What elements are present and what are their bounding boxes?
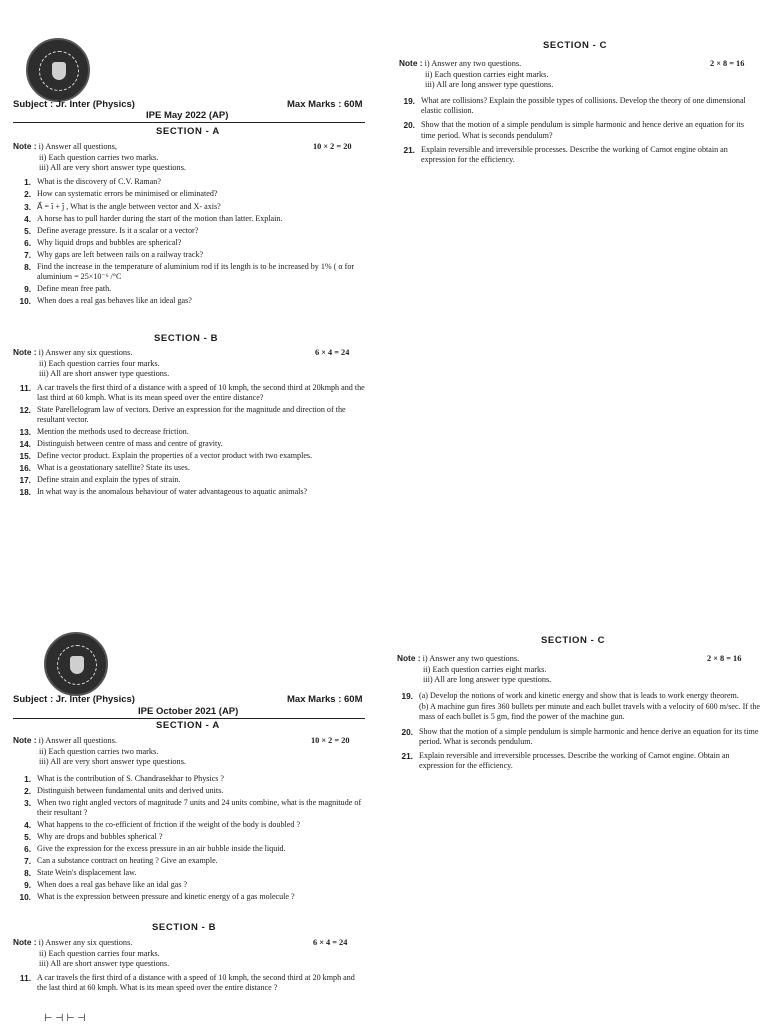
question-number: 19. <box>401 691 413 701</box>
section-b-questions <box>13 973 365 995</box>
college-seal-logo <box>44 632 108 696</box>
question-item <box>13 238 365 248</box>
note-line: ii) Each question carries eight marks. <box>423 664 547 674</box>
note-line: ii) Each question carries two marks. <box>39 746 159 756</box>
question-item <box>13 475 365 485</box>
question-number: 20. <box>401 726 413 737</box>
question-number: 19. <box>403 96 415 106</box>
question-item <box>13 250 365 260</box>
question-item <box>13 214 365 224</box>
section-a-heading: SECTION - A <box>156 126 220 137</box>
question-text: When two right angled vectors of magnitude 7 units and 24 units combine, what is the magnitude of their resultant ? <box>37 798 362 818</box>
question-text: State Wein's displacement law. <box>37 868 137 878</box>
question-number: 9. <box>24 880 31 891</box>
section-c-questions <box>395 691 760 773</box>
question-number: 4. <box>24 214 31 225</box>
question-number: 11. <box>19 973 31 983</box>
max-marks-label: Max Marks : 60M <box>287 694 363 705</box>
section-c-questions <box>397 96 760 167</box>
section-a-note <box>13 141 186 174</box>
max-marks-label: Max Marks : 60M <box>287 99 363 110</box>
question-item <box>13 189 365 199</box>
question-item <box>13 451 365 461</box>
question-text: In what way is the anomalous behaviour of water advantageous to aquatic animals? <box>37 487 308 497</box>
handwritten-mark: ⊢ ⊣ ⊢ ⊣ <box>44 1013 86 1024</box>
question-text: What is the discovery of C.V. Raman? <box>37 177 161 186</box>
note-line: iii) All are short answer type questions. <box>39 959 170 969</box>
question-text: A car travels the first third of a distance with a speed of 10 kmph, the second third at 20kmph and the last third at 60 kmph. What is its mean speed over the entire distance? <box>37 383 365 403</box>
section-c-heading: SECTION - C <box>541 635 606 646</box>
question-text: When does a real gas behave like an idal gas ? <box>37 880 188 890</box>
question-item <box>13 427 365 437</box>
question-item <box>13 844 365 854</box>
question-text: What is the contribution of S. Chandrasekhar to Physics ? <box>37 774 225 783</box>
question-text: Distinguish between fundamental units and derived units. <box>37 786 224 795</box>
question-item <box>395 727 760 747</box>
question-number: 17. <box>19 475 31 486</box>
question-number: 12. <box>19 405 31 416</box>
question-text: Distinguish between centre of mass and centre of gravity. <box>37 439 223 449</box>
question-item <box>13 439 365 449</box>
question-number: 6. <box>24 844 31 855</box>
question-item <box>395 691 760 723</box>
question-text: State Parellelogram law of vectors. Derive an expression for the magnitude and direction of the resultant vector. <box>37 405 346 425</box>
question-item <box>13 226 365 236</box>
question-item <box>13 296 365 306</box>
question-text: Define strain and explain the types of strain. <box>37 475 181 485</box>
section-c-marks: 2 × 8 = 16 <box>710 59 745 68</box>
note-label: Note : <box>397 653 421 663</box>
question-text: Mention the methods used to decrease friction. <box>37 427 189 437</box>
question-item <box>395 751 760 771</box>
question-text: What is a geostationary satellite? State its uses. <box>37 463 190 473</box>
section-a-questions <box>13 774 365 904</box>
question-text: Give the expression for the excess pressure in an air bubble inside the liquid. <box>37 844 286 854</box>
question-text: Define mean free path. <box>37 284 112 294</box>
question-item <box>397 145 760 165</box>
question-text: Define average pressure. Is it a scalar or a vector? <box>37 226 199 236</box>
note-label: Note : <box>13 735 37 745</box>
question-number: 8. <box>24 868 31 879</box>
note-line: iii) All are very short answer type questions. <box>39 757 187 767</box>
section-b-questions <box>13 383 365 499</box>
section-a-marks: 10 × 2 = 20 <box>311 736 350 745</box>
header-rule <box>13 122 365 123</box>
question-number: 3. <box>24 798 31 808</box>
question-item <box>13 262 365 282</box>
question-number: 1. <box>24 177 31 187</box>
question-number: 13. <box>19 427 31 438</box>
question-text: Explain reversible and irreversible processes. Describe the working of Carnot engine obtain an expression for the efficiency. <box>421 144 728 165</box>
college-seal-logo <box>26 38 90 102</box>
question-number: 6. <box>24 238 31 249</box>
question-item <box>13 202 365 212</box>
question-number: 21. <box>403 144 415 155</box>
note-line: iii) All are long answer type questions. <box>423 675 552 685</box>
question-item <box>13 284 365 294</box>
section-b-heading: SECTION - B <box>152 922 217 933</box>
note-line: i) Answer any two questions. <box>424 59 522 68</box>
question-text: How can systematic errors be minimised or eliminated? <box>37 189 218 198</box>
section-c-marks: 2 × 8 = 16 <box>707 654 742 663</box>
question-item <box>397 120 760 140</box>
question-number: 7. <box>24 250 31 261</box>
question-text: Why liquid drops and bubbles are spherical? <box>37 238 182 248</box>
section-b-marks: 6 × 4 = 24 <box>315 348 350 357</box>
section-a-marks: 10 × 2 = 20 <box>313 142 352 151</box>
section-a-note <box>13 735 186 768</box>
section-c-note <box>397 653 551 686</box>
question-number: 5. <box>24 832 31 843</box>
question-text: Define vector product. Explain the properties of a vector product with two examples. <box>37 451 313 461</box>
question-item <box>13 868 365 878</box>
question-number: 8. <box>24 262 31 273</box>
question-item <box>13 832 365 842</box>
exam-title: IPE October 2021 (AP) <box>138 706 239 717</box>
question-text: Show that the motion of a simple pendulum is simple harmonic and hence derive an equation for its time period. What is seconds pendulum? <box>421 120 745 140</box>
question-item <box>13 487 365 497</box>
question-item <box>13 892 365 902</box>
question-item <box>13 973 365 993</box>
question-item <box>13 177 365 187</box>
question-text: What are collisions? Explain the possible types of collisions. Develop the theory of one dimensional elastic collision. <box>421 96 746 116</box>
question-number: 11. <box>19 383 31 393</box>
section-b-note <box>13 347 169 380</box>
note-line: ii) Each question carries eight marks. <box>425 69 549 79</box>
question-number: 3. <box>24 202 31 213</box>
section-c-heading: SECTION - C <box>543 40 608 51</box>
note-line: ii) Each question carries four marks. <box>39 948 160 958</box>
exam-title: IPE May 2022 (AP) <box>146 110 229 121</box>
question-text: Why are drops and bubbles spherical ? <box>37 832 163 842</box>
header-rule <box>13 718 365 719</box>
note-line: i) Answer any six questions. <box>38 348 133 357</box>
question-text: What is the expression between pressure and kinetic energy of a gas molecule ? <box>37 892 295 902</box>
subject-label: Subject : Jr. Inter (Physics) <box>13 694 135 705</box>
question-number: 15. <box>19 451 31 462</box>
note-line: iii) All are very short answer type questions. <box>39 163 187 173</box>
question-subpart: (b) A machine gun fires 360 bullets per minute and each bullet travels with a velocity of 600 m/sec. If the mass of each bullet is 5 gm, find the power of the machine gun. <box>419 702 760 722</box>
question-number: 2. <box>24 786 31 796</box>
question-item <box>13 820 365 830</box>
question-item <box>13 786 365 796</box>
note-line: ii) Each question carries two marks. <box>39 152 159 162</box>
section-a-questions <box>13 177 365 308</box>
question-item <box>13 405 365 425</box>
question-text: Can a substance contract on heating ? Give an example. <box>37 856 218 866</box>
question-number: 9. <box>24 284 31 295</box>
note-line: iii) All are short answer type questions. <box>39 369 170 379</box>
section-c-note <box>399 58 553 91</box>
question-text: A⃗ = î + ĵ , What is the angle between vector and X- axis? <box>37 202 221 212</box>
note-label: Note : <box>13 347 37 357</box>
note-line: i) Answer any six questions. <box>38 938 133 947</box>
question-item <box>13 463 365 473</box>
question-item <box>13 856 365 866</box>
question-text: Find the increase in the temperature of aluminium rod if its length is to be increased by 1% ( α for aluminium = 25×10⁻⁶ /°C <box>37 262 355 282</box>
question-text: A horse has to pull harder during the start of the motion than latter. Explain. <box>37 214 283 224</box>
section-b-heading: SECTION - B <box>154 333 219 344</box>
question-number: 1. <box>24 774 31 784</box>
subject-label: Subject : Jr. Inter (Physics) <box>13 99 135 110</box>
note-label: Note : <box>399 58 423 68</box>
section-a-heading: SECTION - A <box>156 720 220 731</box>
question-number: 20. <box>403 120 415 131</box>
question-number: 10. <box>19 296 31 307</box>
question-number: 10. <box>19 892 31 903</box>
question-number: 14. <box>19 439 31 450</box>
question-text: Show that the motion of a simple pendulum is simple harmonic and hence derive an equation for its time period. What is seconds pendulum. <box>419 726 759 746</box>
question-number: 7. <box>24 856 31 867</box>
note-line: i) Answer all questions, <box>38 142 117 151</box>
question-number: 5. <box>24 226 31 237</box>
note-line: i) Answer all questions. <box>38 736 117 745</box>
question-text: What happens to the co-efficient of friction if the weight of the body is doubled ? <box>37 820 301 830</box>
question-item <box>13 383 365 403</box>
question-text: Why gaps are left between rails on a railway track? <box>37 250 204 260</box>
note-line: iii) All are long answer type questions. <box>425 80 554 90</box>
note-line: ii) Each question carries four marks. <box>39 358 160 368</box>
question-number: 21. <box>401 751 413 762</box>
question-number: 18. <box>19 487 31 498</box>
note-label: Note : <box>13 937 37 947</box>
section-b-marks: 6 × 4 = 24 <box>313 938 348 947</box>
question-text: A car travels the first third of a distance with a speed of 10 kmph, the second third at 20 kmph and the last third at 60 kmph. What is its mean speed over the entire distance ? <box>37 973 355 993</box>
question-text: When does a real gas behaves like an ideal gas? <box>37 296 192 306</box>
question-item <box>397 96 760 116</box>
section-b-note <box>13 937 169 970</box>
question-item <box>13 880 365 890</box>
question-item <box>13 798 365 818</box>
note-line: i) Answer any two questions. <box>422 654 520 663</box>
question-text: (a) Develop the notions of work and kinetic energy and show that is leads to work energy theorem. <box>419 691 739 700</box>
question-number: 16. <box>19 463 31 474</box>
question-text: Explain reversible and irreversible processes. Describe the working of Carnot engine. Obtain an expression for the efficiency. <box>419 751 730 771</box>
question-number: 2. <box>24 189 31 199</box>
question-item <box>13 774 365 784</box>
note-label: Note : <box>13 141 37 151</box>
question-number: 4. <box>24 820 31 831</box>
